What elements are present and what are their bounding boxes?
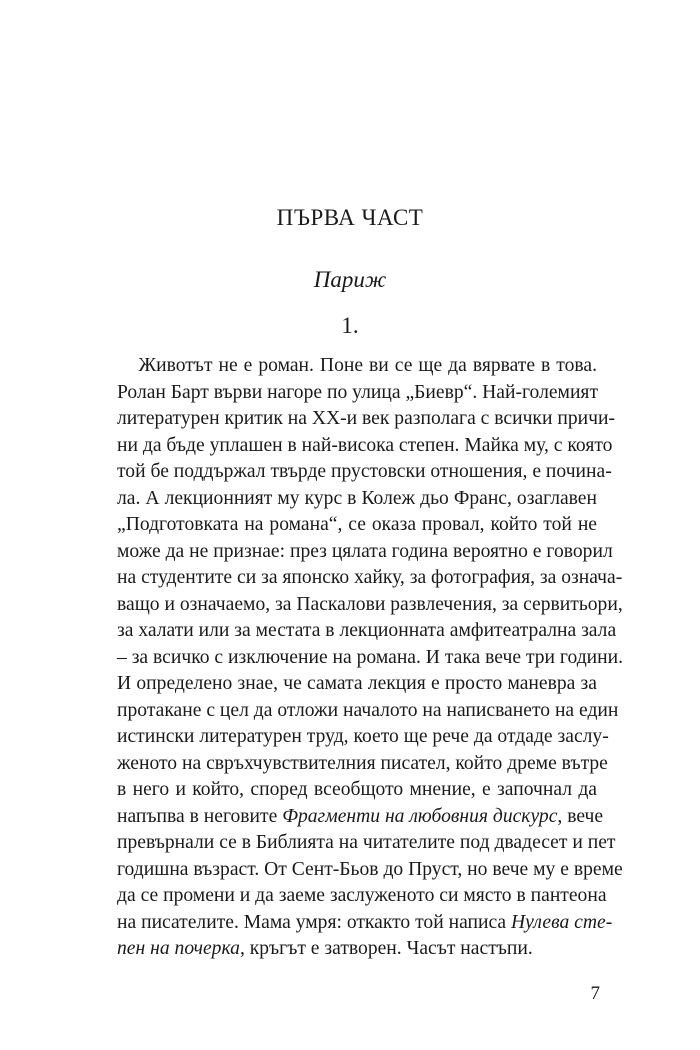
text-line: Ролан Барт върви нагоре по улица „Биевр“. Най-големият — [117, 381, 599, 403]
page-number: 7 — [590, 983, 600, 1004]
text-line: ла. А лекционният му курс в Колеж дьо Франс, озаглавен — [117, 487, 597, 509]
text-line: И определено знае, че самата лекция е просто маневра за — [117, 673, 597, 694]
text-line: на студентите си за японско хайку, за фотография, за означа- — [117, 567, 623, 588]
text-line: ващо и означаемо, за Паскалови развлечения, за сервитьори, — [117, 593, 623, 615]
text-line: „Подготовката на романа“, се оказа провал, който той не — [117, 514, 597, 535]
text-line: Животът не е роман. Поне ви се ще да вярвате в това. — [138, 355, 597, 376]
text-line: литературен критик на ХХ-и век разполага с всички причи- — [117, 408, 615, 429]
text-line: – за всичко с изключение на романа. И така вече три години. — [117, 646, 624, 668]
text-line: превърнали се в Библията на читателите под двадесет и пет — [117, 832, 616, 853]
text-line: ни да бъде уплашен в най-висока степен. Майка му, с която — [117, 434, 613, 456]
text-run: , кръгът е затворен. Часът настъпи. — [239, 938, 533, 959]
text-line: за халати или за местата в лекционната амфитеатрална зала — [117, 620, 617, 641]
book-title-italic: Фрагменти на любовния дискурс — [282, 805, 558, 827]
chapter-title: Париж — [313, 267, 387, 292]
text-line: протакане с цел да отложи началото на написването на един — [117, 699, 619, 721]
text-run: , вече — [557, 805, 604, 827]
text-line: истински литературен труд, което ще рече да отдаде заслу- — [117, 726, 609, 747]
text-line — [117, 910, 613, 937]
text-line: да се промени и да заеме заслуженото си място в пантеона — [117, 885, 607, 906]
text-line — [117, 936, 597, 963]
text-line: годишна възраст. От Сент-Бьов до Пруст, но вече му е време — [117, 858, 623, 880]
text-line: той бе поддържал твърде прустовски отношения, е почина- — [117, 461, 612, 482]
body-paragraph — [117, 353, 624, 963]
book-title-italic: пен на почерка — [117, 938, 240, 959]
text-line: може да не признае: през цялата година вероятно е говорил — [117, 540, 613, 562]
text-run: на писателите. Мама умря: откакто той написа — [117, 911, 512, 933]
book-title-italic: Нулева сте- — [511, 911, 613, 933]
text-line: женото на свръхчувствителния писател, който дреме вътре — [117, 752, 608, 774]
text-line: в него и който, според всеобщото мнение, е започнал да — [117, 779, 597, 800]
part-title: ПЪРВА ЧАСТ — [276, 205, 424, 230]
section-number: 1. — [341, 313, 359, 338]
text-run: напъпва в неговите — [117, 805, 283, 827]
text-line — [117, 804, 604, 831]
